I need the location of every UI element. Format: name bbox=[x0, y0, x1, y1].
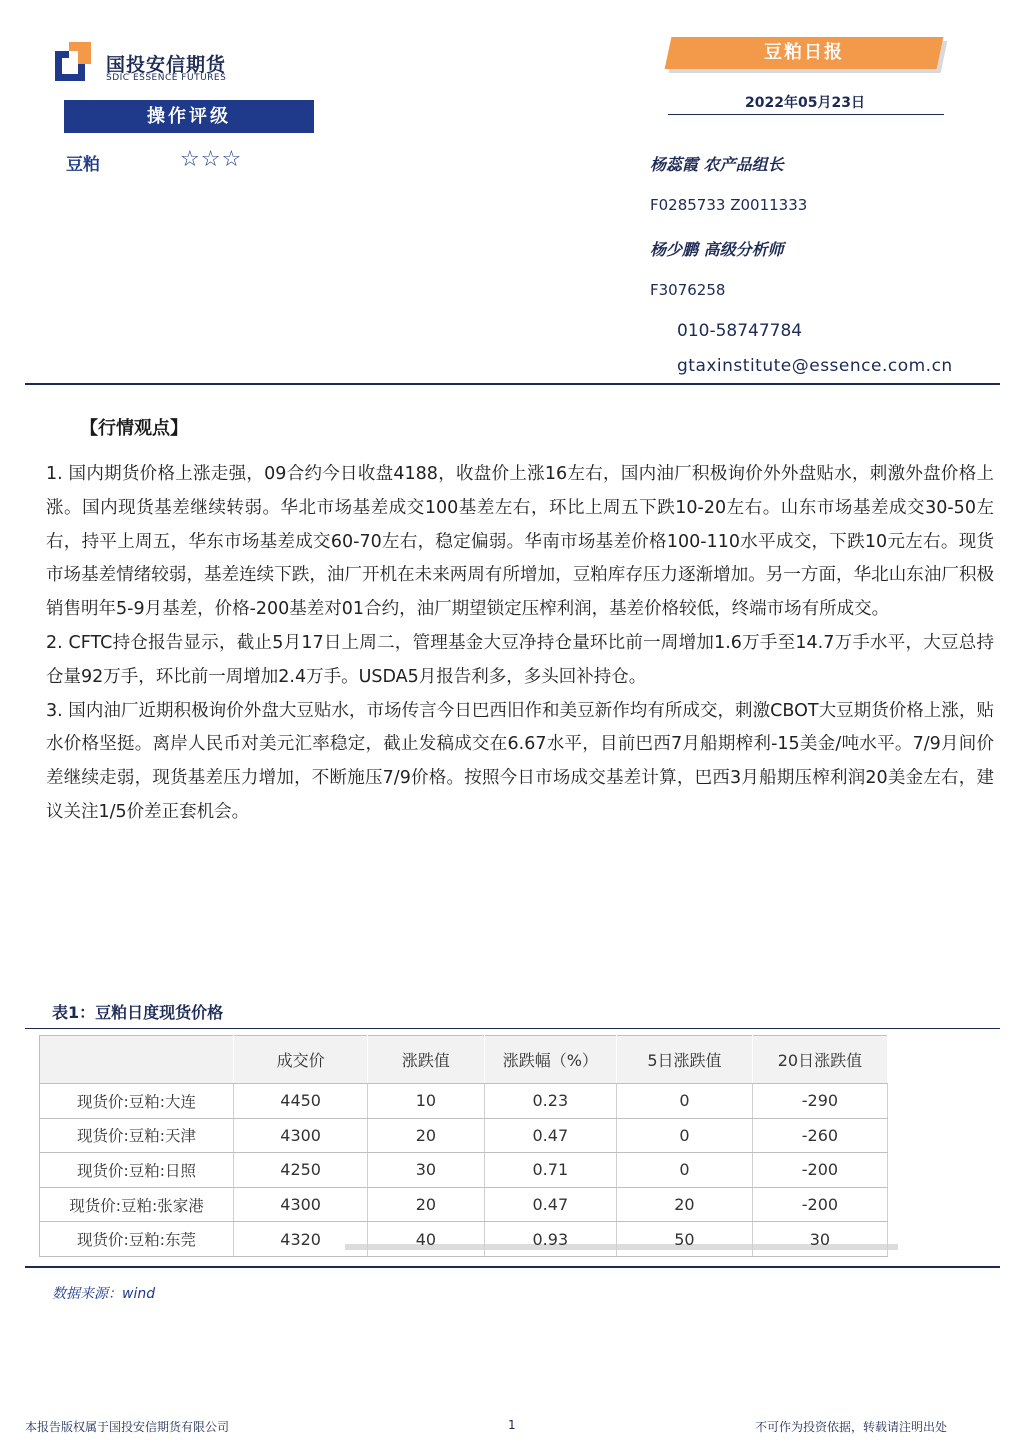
paragraph: 1. 国内期货价格上涨走强，09合约今日收盘4188，收盘价上涨16左右，国内油厂积极询价外外盘贴水，刺激外盘价格上涨。国内现货基差继续转弱。华北市场基差成交100基差左右，环比上周五下跌10-20左右。山东市场基差成交30-50左右，持平上周五，华东市场基差成交60-70左右，稳定偏弱。华南市场基差价格100-110水平成交，下跌10元左右。现货市场基差情绪较弱，基差连续下跌，油厂开机在未来两周有所增加，豆粕库存压力逐渐增加。另一方面，华北山东油厂积极销售明年5-9月基差，价格-200基差对01合约，油厂期望锁定压榨利润，基差价格较低，终端市场有所成交。 bbox=[46, 464, 994, 620]
table-title-divider bbox=[25, 1028, 1000, 1029]
paragraph: 3. 国内油厂近期积极询价外盘大豆贴水，市场传言今日巴西旧作和美豆新作均有所成交，刺激CBOT大豆期货价格上涨，贴水价格坚挺。离岸人民币对美元汇率稳定，截止发稿成交在6.67水平，目前巴西7月船期榨利-15美金/吨水平。7/9月间价差继续走弱，现货基差压力增加，不断施压7/9价格。按照今日市场成交基差计算，巴西3月船期压榨利润20美金左右，建议关注1/5价差正套机会。 bbox=[46, 700, 994, 822]
footer-copyright: 本报告版权属于国投安信期货有限公司 bbox=[25, 1420, 230, 1434]
table-row bbox=[40, 1222, 888, 1257]
section-title: 【行情观点】 bbox=[80, 418, 188, 439]
footer-disclaimer: 不可作为投资依据，转载请注明出处 bbox=[755, 1420, 948, 1434]
report-date: 2022年05月23日 bbox=[745, 95, 865, 111]
table-cell: 4300 bbox=[233, 1118, 367, 1153]
table-cell: 4300 bbox=[233, 1187, 367, 1222]
table-cell: 20 bbox=[368, 1187, 484, 1222]
column-header: 5日涨跌值 bbox=[617, 1036, 753, 1084]
table-cell: 0.23 bbox=[484, 1084, 617, 1119]
row-label: 现货价:豆粕:天津 bbox=[40, 1118, 234, 1153]
table-cell: 4250 bbox=[233, 1153, 367, 1188]
logo-icon bbox=[55, 42, 99, 82]
table-title: 表1：豆粕日度现货价格 bbox=[52, 1003, 224, 1022]
contact-email[interactable]: gtaxinstitute@essence.com.cn bbox=[677, 356, 953, 376]
table-cell: 30 bbox=[368, 1153, 484, 1188]
table-cell: 0 bbox=[617, 1084, 753, 1119]
column-header bbox=[40, 1036, 234, 1084]
table-row bbox=[40, 1118, 888, 1153]
table-cell: 30 bbox=[752, 1222, 887, 1257]
analyst-name: 杨少鹏 高级分析师 bbox=[650, 240, 784, 259]
table-cell: 0.47 bbox=[484, 1187, 617, 1222]
table-bottom-divider bbox=[25, 1266, 1000, 1268]
table-row bbox=[40, 1153, 888, 1188]
page-number: 1 bbox=[508, 1418, 516, 1432]
table-cell: 20 bbox=[368, 1118, 484, 1153]
row-label: 现货价:豆粕:东莞 bbox=[40, 1222, 234, 1257]
report-type: 豆粕日报 bbox=[764, 42, 844, 63]
table-cell: -200 bbox=[752, 1153, 887, 1188]
header-divider bbox=[25, 383, 1000, 385]
rating-item: 豆粕 bbox=[66, 155, 100, 175]
row-label: 现货价:豆粕:日照 bbox=[40, 1153, 234, 1188]
row-label: 现货价:豆粕:大连 bbox=[40, 1084, 234, 1119]
table-cell: 50 bbox=[617, 1222, 753, 1257]
column-header: 涨跌值 bbox=[368, 1036, 484, 1084]
market-view bbox=[46, 458, 994, 830]
table-cell: 0.71 bbox=[484, 1153, 617, 1188]
contact-phone: 010-58747784 bbox=[677, 321, 803, 341]
table-cell: 0 bbox=[617, 1153, 753, 1188]
table-cell: 40 bbox=[368, 1222, 484, 1257]
column-header: 20日涨跌值 bbox=[752, 1036, 887, 1084]
table-cell: 0.47 bbox=[484, 1118, 617, 1153]
spot-price-table bbox=[39, 1035, 888, 1257]
date-underline bbox=[668, 114, 944, 115]
row-label: 现货价:豆粕:张家港 bbox=[40, 1187, 234, 1222]
table-cell: 4450 bbox=[233, 1084, 367, 1119]
table-cell: -200 bbox=[752, 1187, 887, 1222]
table-row bbox=[40, 1084, 888, 1119]
table-cell: 20 bbox=[617, 1187, 753, 1222]
paragraph: 2. CFTC持仓报告显示，截止5月17日上周二，管理基金大豆净持仓量环比前一周增加1.6万手至14.7万手水平，大豆总持仓量92万手，环比前一周增加2.4万手。USDA5月报告利多，多头回补持仓。 bbox=[46, 632, 994, 687]
rating-heading: 操作评级 bbox=[64, 100, 314, 133]
analyst-license: F0285733 Z0011333 bbox=[650, 196, 808, 214]
table-cell: -290 bbox=[752, 1084, 887, 1119]
column-header: 成交价 bbox=[233, 1036, 367, 1084]
table-cell: 0.93 bbox=[484, 1222, 617, 1257]
table-header-row bbox=[40, 1036, 888, 1084]
table-cell: 0 bbox=[617, 1118, 753, 1153]
analyst-license: F3076258 bbox=[650, 281, 726, 299]
data-source: 数据来源：wind bbox=[52, 1286, 156, 1302]
rating-stars-icon: ☆☆☆ bbox=[180, 147, 243, 172]
column-header: 涨跌幅（%） bbox=[484, 1036, 617, 1084]
analyst-name: 杨蕊霞 农产品组长 bbox=[650, 155, 784, 174]
table-row bbox=[40, 1187, 888, 1222]
table-cell: 10 bbox=[368, 1084, 484, 1119]
table-cell: 4320 bbox=[233, 1222, 367, 1257]
logo-name-en: SDIC ESSENCE FUTURES bbox=[106, 73, 227, 83]
table-cell: -260 bbox=[752, 1118, 887, 1153]
logo-name-cn: 国投安信期货 bbox=[106, 54, 227, 76]
